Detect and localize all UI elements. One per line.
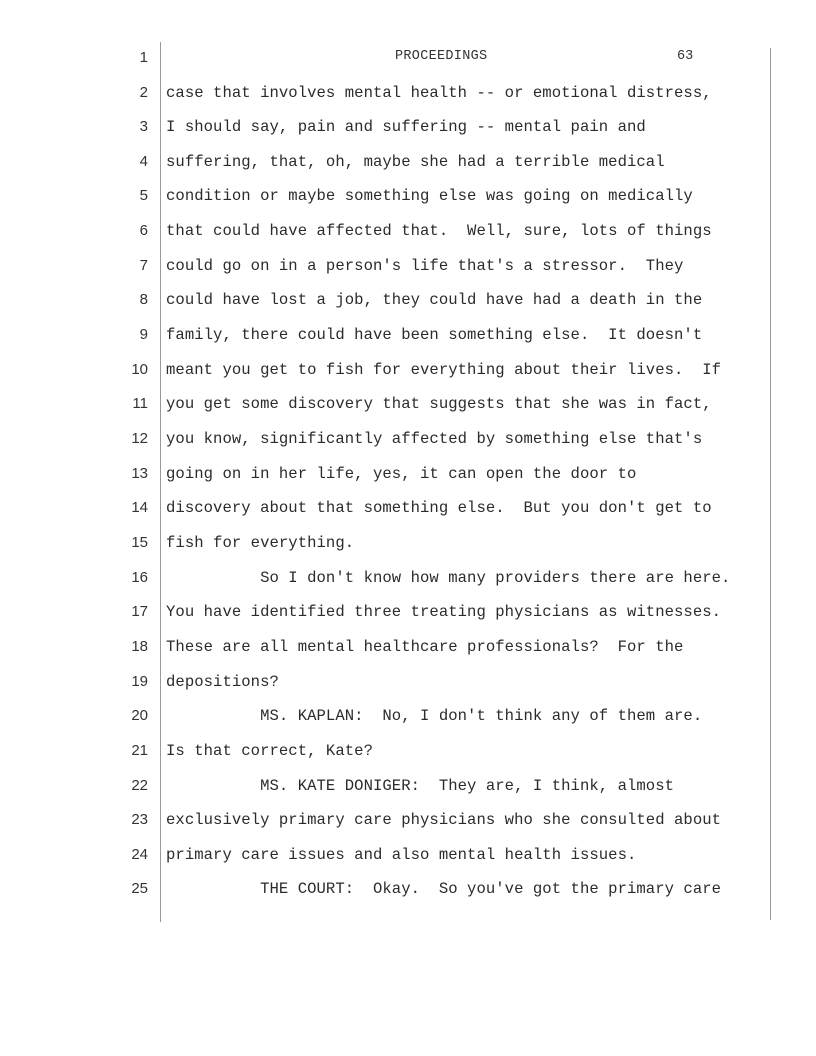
transcript-line <box>0 700 816 735</box>
line-number: 7 <box>139 256 148 274</box>
line-number: 3 <box>139 118 148 136</box>
line-text: These are all mental healthcare professionals? For the <box>166 637 684 656</box>
transcript-line <box>0 527 816 562</box>
transcript-line <box>0 146 816 181</box>
line-number: 18 <box>131 637 148 655</box>
line-text: suffering, that, oh, maybe she had a terrible medical <box>166 152 665 171</box>
line-text: exclusively primary care physicians who she consulted about <box>166 811 722 830</box>
transcript-line <box>0 354 816 389</box>
line-number: 19 <box>131 672 148 690</box>
line-number: 24 <box>131 845 148 863</box>
line-text: I should say, pain and suffering -- mental pain and <box>166 118 646 137</box>
line-text: MS. KATE DONIGER: They are, I think, almost <box>166 776 675 795</box>
transcript-line <box>0 839 816 874</box>
line-number: 15 <box>131 533 148 551</box>
transcript-line <box>0 388 816 423</box>
line-text: going on in her life, yes, it can open the door to <box>166 464 637 483</box>
line-number: 6 <box>139 222 148 240</box>
line-number: 4 <box>139 152 148 170</box>
line-text: So I don't know how many providers there are here. <box>166 568 731 587</box>
page-header-title: PROCEEDINGS <box>395 49 488 64</box>
line-number: 23 <box>131 811 148 829</box>
line-number: 5 <box>139 187 148 205</box>
line-text: could go on in a person's life that's a stressor. They <box>166 256 684 275</box>
transcript-line <box>0 180 816 215</box>
line-number: 12 <box>131 430 148 447</box>
transcript-line <box>0 250 816 285</box>
line-number: 25 <box>131 880 148 898</box>
transcript-line <box>0 666 816 701</box>
line-text: Is that correct, Kate? <box>166 741 373 760</box>
transcript-line <box>0 215 816 250</box>
line-number: 9 <box>139 326 148 344</box>
transcript-line <box>0 873 816 908</box>
line-text: primary care issues and also mental health issues. <box>166 845 637 864</box>
line-number: 13 <box>131 464 148 482</box>
transcript-line <box>0 111 816 146</box>
transcript-line <box>0 319 816 354</box>
page-number: 63 <box>677 49 694 64</box>
line-text: fish for everything. <box>166 533 355 552</box>
line-text: that could have affected that. Well, sure, lots of things <box>166 222 712 241</box>
line-number: 14 <box>131 499 148 517</box>
transcript-line <box>0 735 816 770</box>
line-number: 20 <box>131 707 148 725</box>
line-text: depositions? <box>166 672 279 691</box>
line-text: THE COURT: Okay. So you've got the primary care <box>166 880 722 899</box>
line-number: 22 <box>131 776 148 794</box>
line-number: 21 <box>131 741 148 759</box>
line-number: 1 <box>139 49 148 66</box>
line-number: 11 <box>132 395 148 413</box>
line-text: meant you get to fish for everything about their lives. If <box>166 360 722 379</box>
line-text: condition or maybe something else was going on medically <box>166 187 693 206</box>
transcript-line <box>0 77 816 112</box>
line-number: 2 <box>139 83 148 101</box>
line-text: You have identified three treating physicians as witnesses. <box>166 603 722 622</box>
line-number: 8 <box>139 291 148 309</box>
line-text: family, there could have been something else. It doesn't <box>166 326 703 345</box>
transcript-line <box>0 423 816 458</box>
line-number: 10 <box>131 360 148 378</box>
line-text: you know, significantly affected by something else that's <box>166 430 703 448</box>
transcript-line <box>0 562 816 597</box>
transcript-line <box>0 284 816 319</box>
transcript-line <box>0 770 816 805</box>
transcript-line <box>0 492 816 527</box>
transcript-line <box>0 631 816 666</box>
transcript-line <box>0 458 816 493</box>
transcript-line <box>0 596 816 631</box>
line-text: MS. KAPLAN: No, I don't think any of them are. <box>166 707 703 726</box>
line-text: could have lost a job, they could have had a death in the <box>166 291 703 310</box>
line-number: 17 <box>131 603 148 621</box>
line-text: discovery about that something else. But you don't get to <box>166 499 712 518</box>
line-text: you get some discovery that suggests that she was in fact, <box>166 395 712 414</box>
line-text: case that involves mental health -- or emotional distress, <box>166 83 712 102</box>
line-number: 16 <box>131 568 148 586</box>
transcript-line <box>0 804 816 839</box>
